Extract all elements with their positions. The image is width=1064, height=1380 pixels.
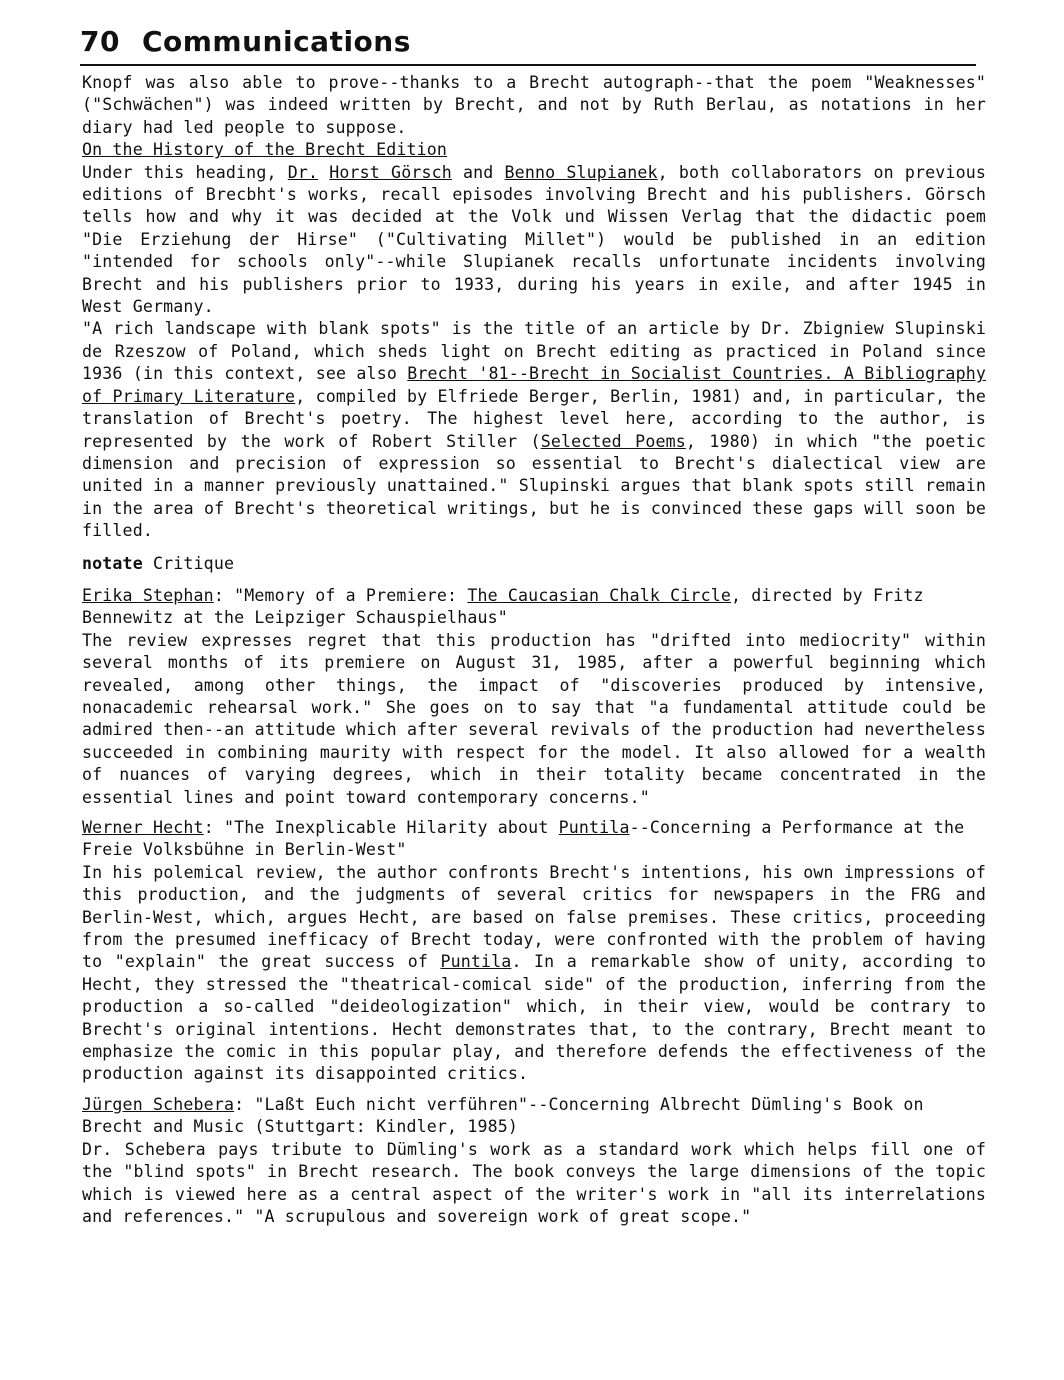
history-heading: On the History of the Brecht Edition xyxy=(82,140,448,160)
page-header xyxy=(80,22,976,66)
entry-1-head-b: , directed by Fritz Bennewitz at the Leipziger Schauspielhaus" xyxy=(82,585,924,628)
entry-3-heading xyxy=(82,1094,986,1139)
entry-2-head-b: --Concerning a Performance at the Freie Volksbühne in Berlin-West" xyxy=(82,818,965,860)
history-p1-text-d: , both collaborators on previous editions of Brecbht's works, recall episodes involving Brecht and his publishers. Görsch tells how and why it was decided at the Volk und Wissen Verlag that the didactic poem "Die Erziehung der Hirse" ("Cultivating Millet") would be published in an edition "intended for schools only"--while Slupianek recalls unfortunate incidents involving Brecht and his publishers prior to 1933, during his years in exile, and after 1945 in West Germany. xyxy=(82,162,986,317)
entry-1-work: The Caucasian Chalk Circle xyxy=(467,585,731,605)
entry-1-heading xyxy=(82,585,986,630)
critique-title: Critique xyxy=(152,553,235,573)
history-p1-dr: Dr. xyxy=(287,162,319,182)
history-p2-text-c: , 1980) in which "the poetic dimension and precision of expression so essential to Brecht's dialectical view are united in a manner previously unattained." Slupinski argues that blank spots still remain in the area of Brecht's theoretical writings, but he is convinced these gaps will soon be filled. xyxy=(82,431,986,541)
history-paragraph-1 xyxy=(82,162,986,319)
intro-text: Knopf was also able to prove--thanks to a Brecht autograph--that the poem "Weaknesses" ("Schwächen") was indeed written by Brecht, and not by Ruth Berlau, as notations in her diary had led people to suppose. xyxy=(82,73,986,137)
entry-2-heading xyxy=(82,817,986,862)
entry-2-head-a: : "The Inexplicable Hilarity about xyxy=(203,818,559,837)
history-p1-text-c: and xyxy=(451,162,505,182)
notate-logo: notate xyxy=(82,553,143,573)
intro-paragraph xyxy=(82,72,986,139)
critique-heading xyxy=(82,553,986,575)
entry-1-author: Erika Stephan xyxy=(82,585,214,605)
entry-3-author: Jürgen Schebera xyxy=(82,1094,235,1114)
entry-2-body-b: . In a remarkable show of unity, according to Hecht, they stressed the "theatrical-comical side" of the production, inferring from the production a so-called "deideologization" which, in their view, would be contrary to Brecht's original intentions. Hecht demonstrates that, to the contrary, Brecht meant to emphasize the comic in this popular play, and therefore defends the effectiveness of the production against its disappointed critics. xyxy=(82,952,986,1084)
entry-2-body-a: In his polemical review, the author confronts Brecht's intentions, his own impressions of this production, and the judgments of several critics for newspapers in the FRG and Berlin-West, which, argues Hecht, are based on false premises. These critics, proceeding from the presumed inefficacy of Brecht today, were confronted with the problem of having to "explain" the great success of xyxy=(82,862,986,972)
entry-3-head-a: : "Laßt Euch nicht verführen"--Concerning Albrecht Dümling's Book on Brecht and Music (Stuttgart: Kindler, 1985) xyxy=(82,1094,924,1137)
book-title-brecht-81: Brecht '81--Brecht in Socialist Countries. A Bibliography of Primary Literature xyxy=(82,364,986,406)
history-p2-text-a: "A rich landscape with blank spots" is the title of an article by Dr. Zbigniew Slupinski de Rzeszow of Poland, which sheds light on Brecht editing as practiced in Poland since 1936 (in this context, see also xyxy=(82,319,986,384)
history-paragraph-2 xyxy=(82,318,986,542)
author-name-gorsch: Horst Görsch xyxy=(329,162,452,182)
article-body xyxy=(82,72,986,1228)
history-p1-text-a: Under this heading, xyxy=(82,162,288,182)
author-name-slupianek: Benno Slupianek xyxy=(504,162,658,182)
history-p1-text-b xyxy=(318,163,329,182)
entry-2-body-work: Puntila xyxy=(440,952,512,972)
entry-2-author: Werner Hecht xyxy=(82,818,204,837)
entry-3-body: Dr. Schebera pays tribute to Dümling's work as a standard work which helps fill one of the "blind spots" in Brecht research. The book conveys the large dimensions of the topic which is viewed here as a central aspect of the writer's work in "all its interrelations and references." "A scrupulous and sovereign work of great scope." xyxy=(82,1139,986,1226)
section-title: Communications xyxy=(141,25,411,58)
page-number: 70 xyxy=(80,25,120,58)
entry-1-body: The review expresses regret that this production has "drifted into mediocrity" within several months of its premiere on August 31, 1985, after a powerful beginning which revealed, among other things, the impact of "discoveries produced by intensive, nonacademic rehearsal work." She goes on to say that "a fundamental attitude could be admired then--an attitude which after several revivals of the production had nevertheless succeeded in combining maurity with respect for the model. It also allowed for a wealth of nuances of varying degrees, which in their totality became concentrated in the essential lines and point toward contemporary concerns." xyxy=(82,630,986,807)
entry-2-work: Puntila xyxy=(558,818,630,837)
entry-1-head-a: : "Memory of a Premiere: xyxy=(213,585,468,605)
entry-2-body xyxy=(82,862,986,1086)
history-p2-text-b: , compiled by Elfriede Berger, Berlin, 1981) and, in particular, the translation of Brecht's poetry. The highest level here, according to the author, is represented by the work of Robert Stiller ( xyxy=(82,386,986,451)
book-title-selected-poems: Selected Poems xyxy=(540,431,686,451)
